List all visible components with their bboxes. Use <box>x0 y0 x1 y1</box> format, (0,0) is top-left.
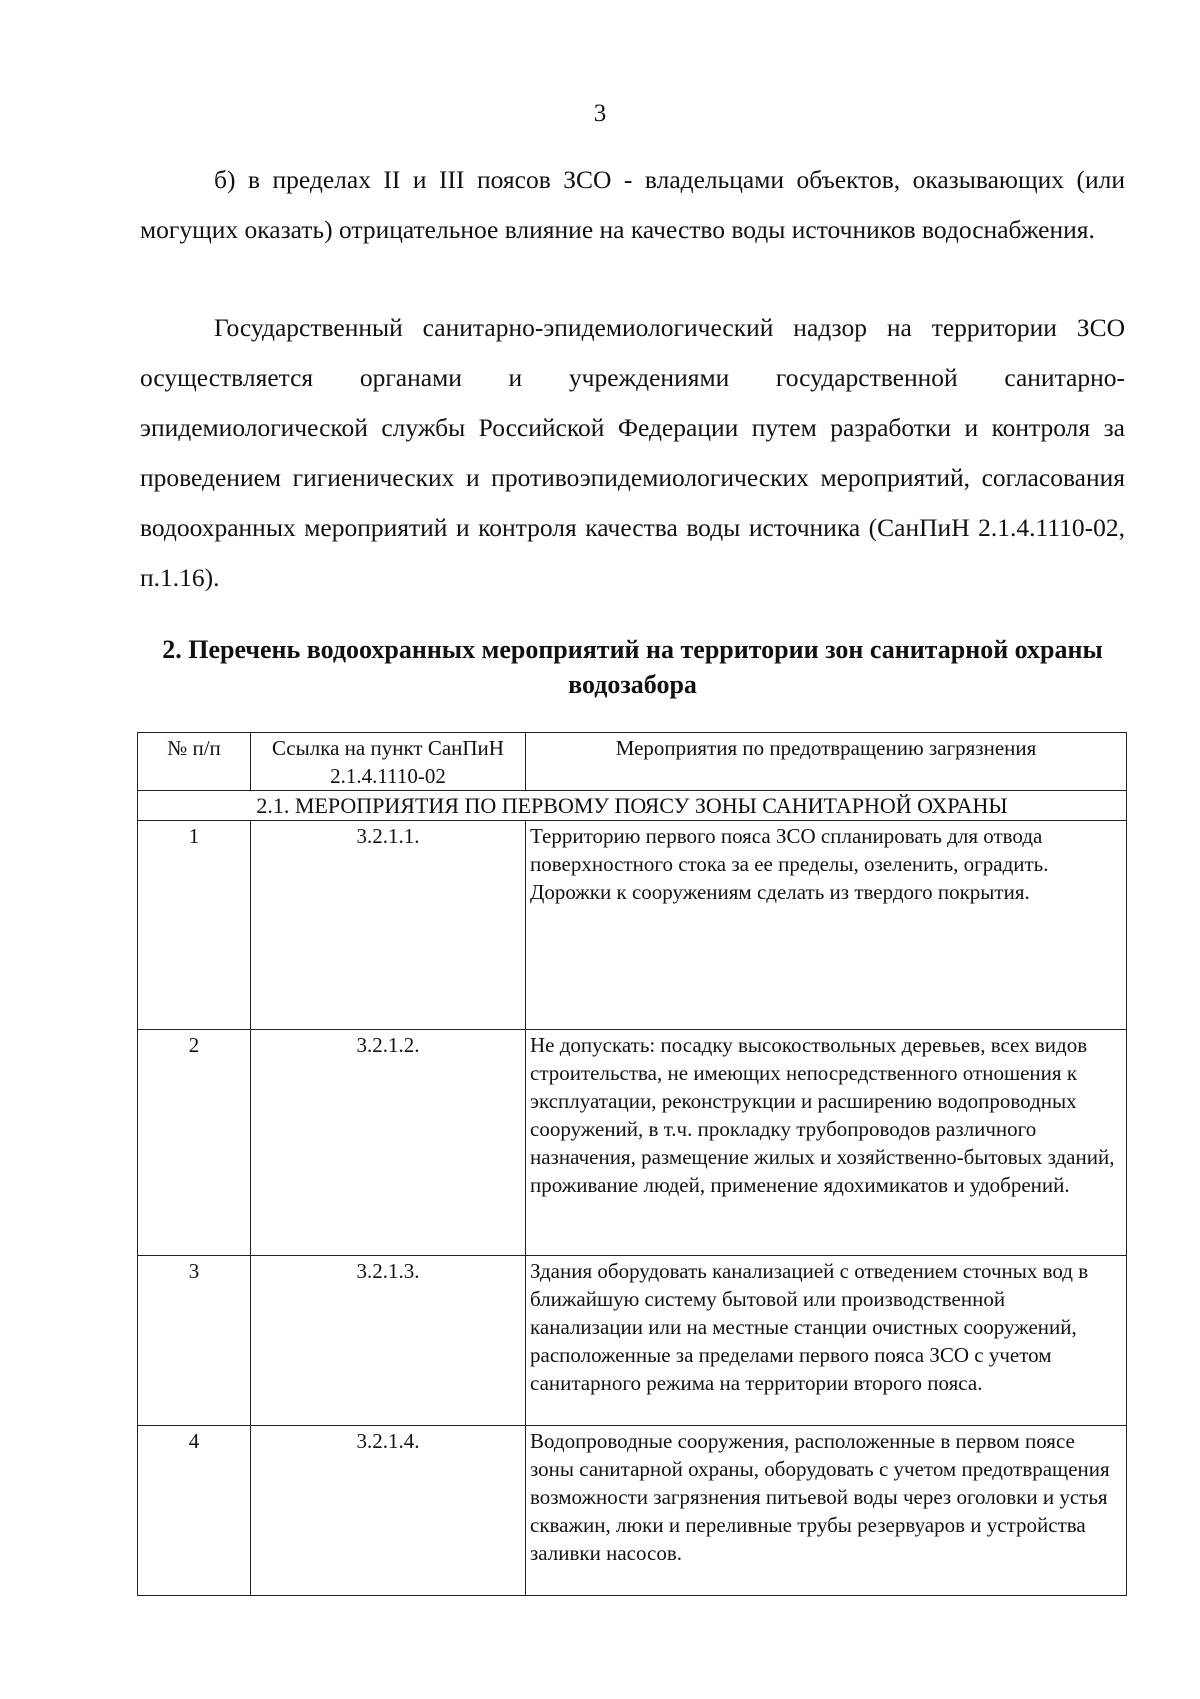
paragraph-supervision-text: Государственный санитарно-эпидемиологический надзор на территории ЗСО осуществляется органами и учреждениями государственной санитарно-эпидемиологической службы Российской Федерации путем разработки и контроля за проведением гигиенических и противоэпидемиологических мероприятий, согласования водоохранных мероприятий и контроля качества воды источника (СанПиН 2.1.4.1110-02, п.1.16). <box>140 313 1125 592</box>
paragraph-supervision <box>140 303 1125 603</box>
row-ref: 3.2.1.1. <box>251 821 526 1030</box>
row-measure: Здания оборудовать канализацией с отведением сточных вод в ближайшую систему бытовой или производственной канализации или на местные станции очистных сооружений, расположенные за пределами первого пояса ЗСО с учетом санитарного режима на территории второго пояса. <box>526 1256 1127 1426</box>
table-header-row <box>138 733 1127 791</box>
table-row <box>138 1256 1127 1426</box>
row-num: 2 <box>138 1030 251 1256</box>
row-num: 4 <box>138 1426 251 1596</box>
table-row <box>138 821 1127 1030</box>
row-measure: Территорию первого пояса ЗСО спланировать для отвода поверхностного стока за ее пределы, озеленить, оградить. Дорожки к сооружениям сделать из твердого покрытия. <box>526 821 1127 1030</box>
row-num: 1 <box>138 821 251 1030</box>
header-num: № п/п <box>138 733 251 791</box>
table-row <box>138 1030 1127 1256</box>
table-row <box>138 1426 1127 1596</box>
row-ref: 3.2.1.4. <box>251 1426 526 1596</box>
paragraph-owners <box>140 155 1125 255</box>
row-ref: 3.2.1.2. <box>251 1030 526 1256</box>
group-title: 2.1. МЕРОПРИЯТИЯ ПО ПЕРВОМУ ПОЯСУ ЗОНЫ САНИТАРНОЙ ОХРАНЫ <box>138 791 1127 821</box>
row-measure: Водопроводные сооружения, расположенные в первом поясе зоны санитарной охраны, оборудовать с учетом предотвращения возможности загрязнения питьевой воды через оголовки и устья скважин, люки и переливные трубы резервуаров и устройства заливки насосов. <box>526 1426 1127 1596</box>
header-ref: Ссылка на пункт СанПиН 2.1.4.1110-02 <box>251 733 526 791</box>
page-number: 3 <box>593 100 607 127</box>
row-measure: Не допускать: посадку высокоствольных деревьев, всех видов строительства, не имеющих непосредственного отношения к эксплуатации, реконструкции и расширению водопроводных сооружений, в т.ч. прокладку трубопроводов различного назначения, размещение жилых и хозяйственно-бытовых зданий, проживание людей, применение ядохимикатов и удобрений. <box>526 1030 1127 1256</box>
table-group-row <box>138 791 1127 821</box>
section-title: 2. Перечень водоохранных мероприятий на территории зон санитарной охраны водозабора <box>162 635 1103 699</box>
measures-table <box>137 732 1127 1596</box>
paragraph-owners-text: б) в пределах II и III поясов ЗСО - владельцами объектов, оказывающих (или могущих оказать) отрицательное влияние на качество воды источников водоснабжения. <box>140 165 1125 244</box>
header-measure: Мероприятия по предотвращению загрязнения <box>526 733 1127 791</box>
row-num: 3 <box>138 1256 251 1426</box>
row-ref: 3.2.1.3. <box>251 1256 526 1426</box>
